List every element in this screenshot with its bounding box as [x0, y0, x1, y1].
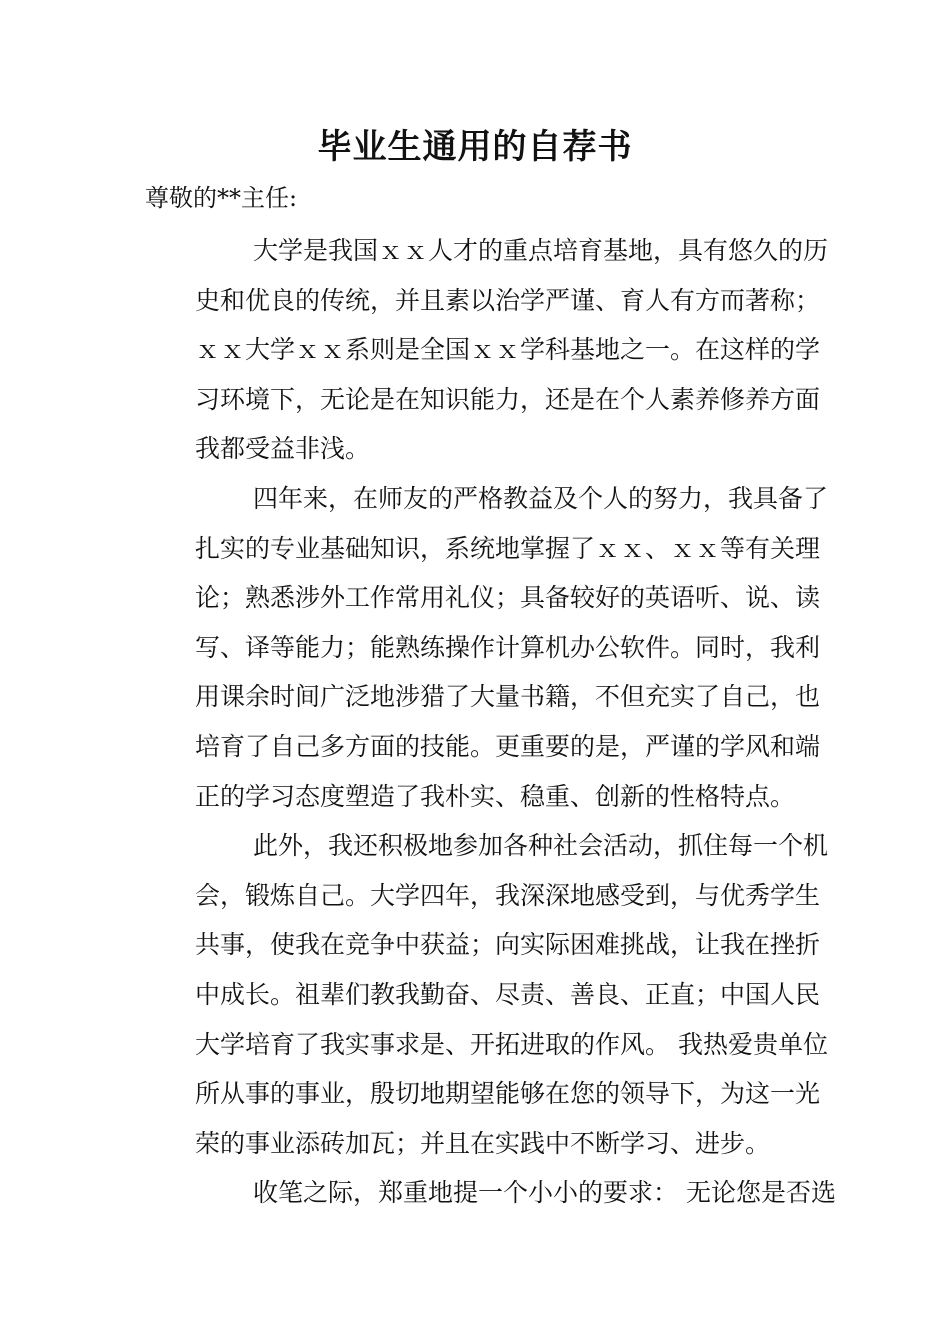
paragraph-4: [145, 1168, 836, 1218]
text-line: 此外，我还积极地参加各种社会活动，抓住每一个机: [253, 831, 829, 861]
text-line: 收笔之际，郑重地提一个小小的要求： 无论您是否选: [253, 1178, 836, 1208]
text-line: 大学培育了我实事求是、开拓进取的作风。 我热爱贵单位: [195, 1029, 828, 1059]
document-body: [145, 226, 836, 1218]
text-line: 荣的事业添砖加瓦；并且在实践中不断学习、进步。: [195, 1128, 771, 1158]
paragraph-3: [145, 821, 829, 1168]
text-line: 习环境下，无论是在知识能力，还是在个人素养修养方面: [195, 384, 821, 414]
text-line: ｘｘ大学ｘｘ系则是全国ｘｘ学科基地之一。在这样的学: [195, 335, 821, 365]
text-line: 正的学习态度塑造了我朴实、稳重、创新的性格特点。: [195, 781, 796, 811]
text-line: 扎实的专业基础知识，系统地掌握了ｘｘ、ｘｘ等有关理: [195, 533, 821, 563]
text-line: 用课余时间广泛地涉猎了大量书籍，不但充实了自己，也: [195, 682, 821, 712]
text-line: 四年来，在师友的严格教益及个人的努力，我具备了: [253, 483, 829, 513]
text-line: 史和优良的传统，并且素以治学严谨、育人有方而著称；: [195, 285, 821, 315]
text-line: 所从事的事业，殷切地期望能够在您的领导下，为这一光: [195, 1079, 821, 1109]
text-line: 大学是我国ｘｘ人才的重点培育基地，具有悠久的历: [253, 236, 829, 265]
text-line: 共事，使我在竞争中获益；向实际困难挑战，让我在挫折: [195, 930, 821, 960]
text-line: 我都受益非浅。: [195, 434, 371, 464]
text-line: 论；熟悉涉外工作常用礼仪；具备较好的英语听、说、读: [195, 583, 821, 613]
document-title: 毕业生通用的自荐书: [317, 127, 633, 167]
text-line: 会，锻炼自己。大学四年，我深深地感受到，与优秀学生: [195, 880, 821, 910]
paragraph-2: [145, 474, 829, 821]
salutation: 尊敬的**主任:: [145, 184, 298, 212]
text-line: 写、译等能力；能熟练操作计算机办公软件。同时，我利: [195, 632, 821, 662]
text-line: 培育了自己多方面的技能。更重要的是，严谨的学风和端: [195, 731, 821, 761]
paragraph-1: [145, 226, 829, 474]
text-line: 中成长。祖辈们教我勤奋、尽责、善良、正直；中国人民: [195, 979, 821, 1009]
